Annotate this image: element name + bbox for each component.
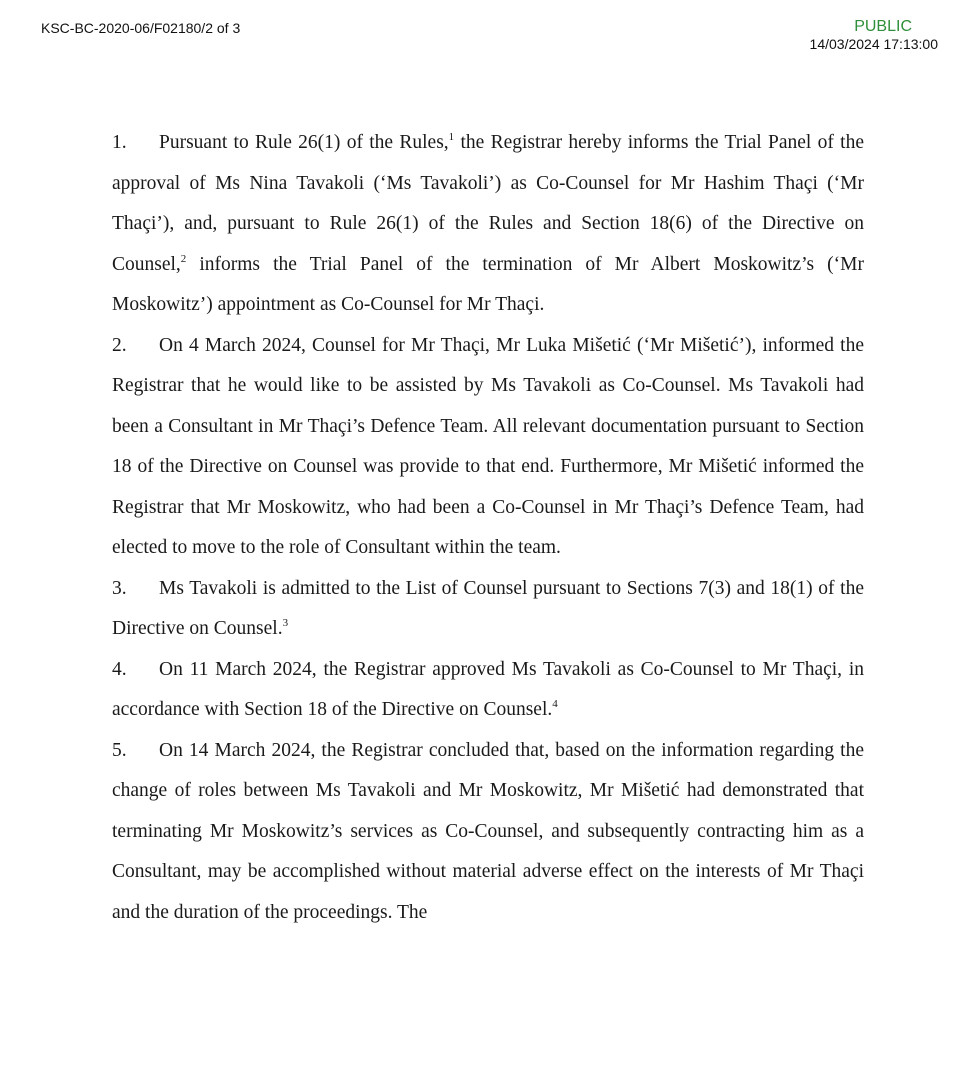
paragraph-text: Ms Tavakoli is admitted to the List of Counsel pursuant to Sections 7(3) and 18(1) of the Directive on Counsel.	[112, 577, 864, 639]
paragraph-2	[112, 326, 864, 569]
paragraph-number: 4.	[112, 658, 127, 680]
paragraph-text: On 4 March 2024, Counsel for Mr Thaçi, Mr Luka Mišetić (‘Mr Mišetić’), informed the Registrar that he would like to be assisted by Ms Tavakoli as Co-Counsel. Ms Tavakoli had been a Consultant in Mr Thaçi’s Defence Team. All relevant documentation pursuant to Section 18 of the Directive on Counsel was provide to that end. Furthermore, Mr Mišetić informed the Registrar that Mr Moskowitz, who had been a Co-Counsel in Mr Thaçi’s Defence Team, had elected to move to the role of Consultant within the team.	[112, 334, 864, 558]
document-body	[112, 123, 864, 933]
paragraph-text: On 14 March 2024, the Registrar concluded that, based on the information regarding the change of roles between Ms Tavakoli and Mr Moskowitz, Mr Mišetić had demonstrated that terminating Mr Moskowitz’s services as Co-Counsel, and subsequently contracting him as a Consultant, may be accomplished without material adverse effect on the interests of Mr Thaçi and the duration of the proceedings. The	[112, 739, 864, 923]
paragraph-text: On 11 March 2024, the Registrar approved Ms Tavakoli as Co-Counsel to Mr Thaçi, in accordance with Section 18 of the Directive on Counsel.	[112, 658, 864, 720]
footnote-ref-1[interactable]: 1	[448, 131, 455, 143]
paragraph-4	[112, 650, 864, 731]
footnote-ref-3[interactable]: 3	[282, 617, 289, 629]
footnote-ref-2[interactable]: 2	[180, 252, 187, 265]
classification-label: PUBLIC	[854, 18, 912, 35]
paragraph-number: 1.	[112, 132, 127, 153]
paragraph-text: the Registrar hereby informs the Trial Panel of the approval of Ms Nina Tavakoli (‘Ms Tavakoli’) as Co-Counsel for Mr Hashim Thaçi (‘Mr Thaçi’), and, pursuant to Rule 26(1) of the Rules and Section 18(6) of the Directive on Counsel,	[112, 132, 864, 275]
paragraph-3	[112, 569, 864, 650]
paragraph-number: 3.	[112, 577, 127, 599]
paragraph-text: informs the Trial Panel of the termination of Mr Albert Moskowitz’s (‘Mr Moskowitz’) appointment as Co-Counsel for Mr Thaçi.	[112, 253, 864, 315]
paragraph-number: 2.	[112, 334, 127, 356]
paragraph-5	[112, 731, 864, 934]
paragraph-number: 5.	[112, 739, 127, 761]
document-id: KSC-BC-2020-06/F02180/2 of 3	[41, 20, 241, 36]
footnote-ref-4[interactable]: 4	[552, 698, 558, 710]
paragraph-1	[112, 123, 864, 326]
filing-timestamp: 14/03/2024 17:13:00	[809, 36, 938, 52]
paragraph-text: Pursuant to Rule 26(1) of the Rules,	[159, 132, 449, 153]
